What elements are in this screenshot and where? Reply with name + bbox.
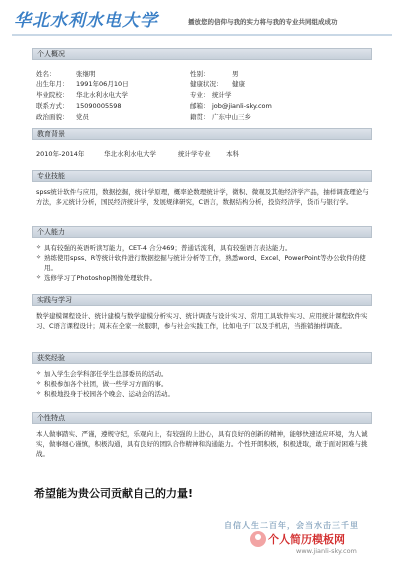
gender-value: 男 — [232, 70, 239, 78]
section-self: 个性特点 — [32, 412, 372, 424]
major-label: 专业： — [190, 91, 210, 99]
native-value: 广东中山三乡 — [212, 113, 251, 121]
edu-period: 2010年-2014年 — [36, 150, 85, 158]
list-item: ✧ 具有较强的英语听读写能力，CET-4 合分469；普通话流利，具有较强语言表达能力。 — [36, 243, 372, 253]
section-personal: 个人概况 — [32, 48, 372, 60]
footer-url[interactable]: www.jianli-sky.com — [296, 547, 357, 555]
ability-list — [36, 243, 372, 283]
section-skills: 专业技能 — [32, 170, 372, 182]
birth-value: 1991年06月10日 — [76, 80, 129, 88]
native-label: 籍贯： — [190, 113, 210, 121]
footer-tagline: 自信人生二百年，会当水击三千里 — [224, 521, 359, 530]
page-header — [0, 0, 403, 40]
school-label: 毕业院校： — [36, 91, 69, 99]
name-value: 张继明 — [76, 70, 96, 78]
major-value: 统计学 — [212, 91, 232, 99]
gender-label: 性别： — [190, 70, 210, 78]
edu-major: 统计学专业 — [178, 150, 211, 158]
header-divider — [12, 34, 392, 36]
header-slogan: 播放您的信仰与我的实力将与我的专业共同组成成功 — [188, 18, 338, 26]
university-logo: 华北水利水电大学 — [14, 11, 158, 31]
closing-statement: 希望能为贵公司贡献自己的力量! — [34, 487, 194, 500]
list-item: ✧ 加入学生会学科部任学生总部委员的活动。 — [36, 369, 372, 379]
school-value: 华北水利水电大学 — [76, 91, 128, 99]
section-awards: 获奖经验 — [32, 352, 372, 364]
phone-label: 联系方式： — [36, 102, 69, 110]
email-label: 邮箱： — [190, 102, 210, 110]
health-value: 健康 — [232, 80, 245, 88]
awards-list — [36, 369, 372, 399]
edu-school: 华北水利水电大学 — [104, 150, 156, 158]
list-item: ✧ 积极地投身于校园各个晚会、运动会的活动。 — [36, 389, 372, 399]
skills-text: spss统计软件与应用，数据挖掘，统计学原理，概率论数理统计学，微积、微观及其他经济学产品，抽样调查理论与方法，多元统计分析，国民经济统计学，发展规律研究，C语言，数据结构分析，投资经济学，货币与银行学。 — [36, 188, 369, 206]
email-value: job@jianli-sky.com — [212, 102, 272, 110]
politics-label: 政治面貌： — [36, 113, 69, 121]
footer-brand: 个人简历模板网 — [268, 533, 345, 546]
birth-label: 出生年月： — [36, 80, 69, 88]
brand-icon — [250, 531, 266, 547]
edu-degree: 本科 — [226, 150, 239, 158]
list-item: ✧ 积极参加各个社团，做一些学习方面的事。 — [36, 379, 372, 389]
phone-value: 15090005598 — [76, 102, 122, 110]
list-item: ✧ 熟练使用spss、R等统计软件进行数据挖掘与统计分析等工作，熟悉word、Excel、PowerPoint等办公软件的使用。 — [36, 253, 372, 273]
politics-value: 党员 — [76, 113, 89, 121]
section-practice: 实践与学习 — [32, 294, 372, 306]
name-label: 姓名： — [36, 70, 56, 78]
list-item: ✧ 选修学习了Photoshop图像处理软件。 — [36, 273, 372, 283]
self-text: 本人做事踏实、严谨，遵规守纪，乐观向上，有较强的上进心，具有良好的创新的精神，能够快速适应环境，为人诚实，做事细心谨慎，积极沟通，具有良好的团队合作精神和沟通能力。个性开朗积极，积极进取，敢于面对困难与挑战。 — [36, 430, 368, 458]
health-label: 健康状况： — [190, 80, 223, 88]
practice-text: 数学建模课程设计、统计建模与数学建模分析实习、统计调查与设计实习、常用工具软件实习、应用统计课程软件实习、C语言课程设计；周末在全家一丝服职，参与社会实践工作，比如电子厂以及手机店，当推销抽样调查。 — [36, 312, 368, 330]
section-ability: 个人能力 — [32, 226, 372, 238]
section-education: 教育背景 — [32, 128, 372, 140]
